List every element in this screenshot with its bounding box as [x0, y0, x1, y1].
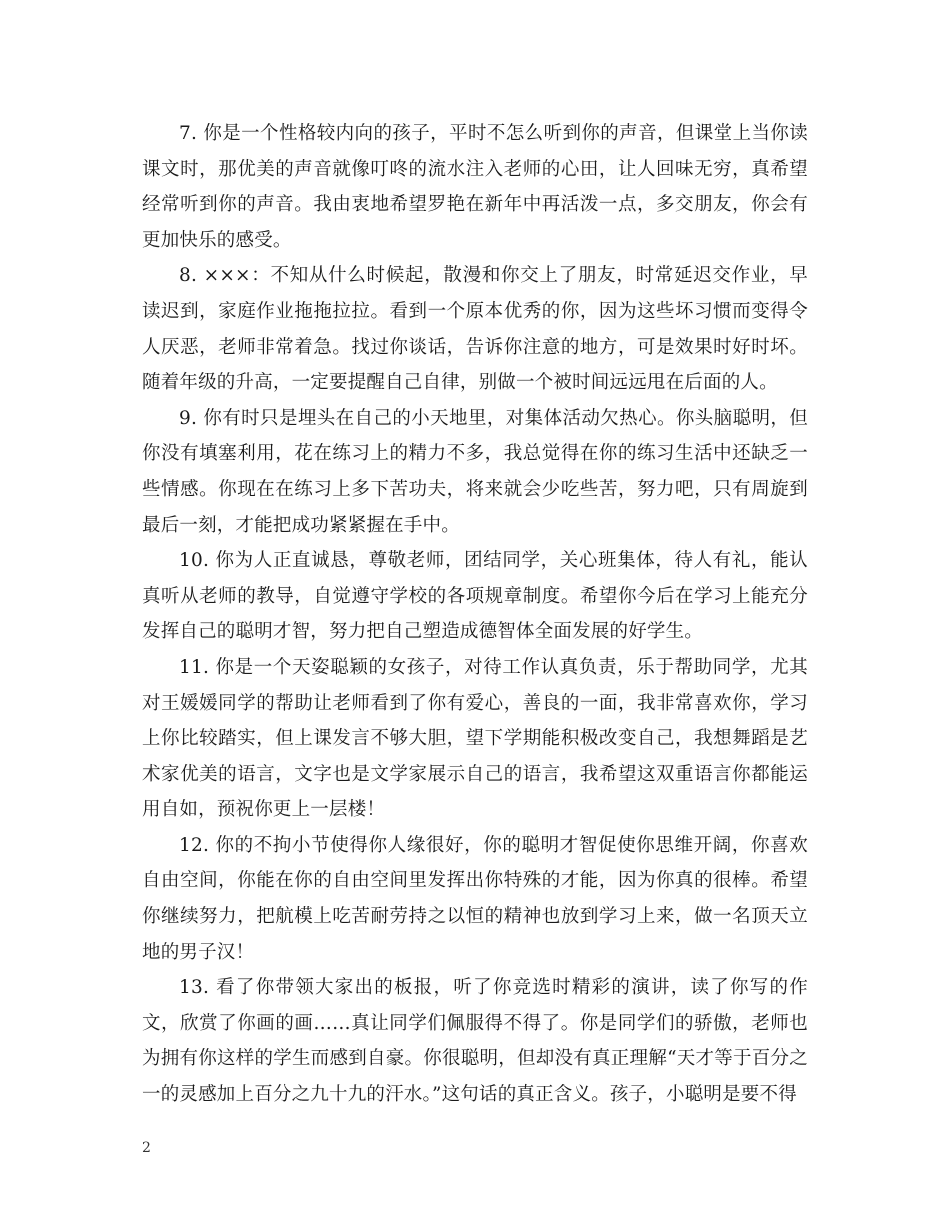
comment-paragraph-8: 8. ×××：不知从什么时候起，散漫和你交上了朋友，时常延迟交作业，早读迟到，家庭作业拖拖拉拉。看到一个原本优秀的你，因为这些坏习惯而变得令人厌恶，老师非常着急。找过你谈话，告诉你注意的地方，可是效果时好时坏。随着年级的升高，一定要提醒自己自律，别做一个被时间远远甩在后面的人。 [142, 265, 808, 394]
page-number: 2 [142, 1140, 151, 1156]
comment-paragraph-10: 10. 你为人正直诚恳，尊敬老师，团结同学，关心班集体，待人有礼，能认真听从老师的教导，自觉遵守学校的各项规章制度。希望你今后在学习上能充分发挥自己的聪明才智，努力把自己塑造成德智体全面发展的好学生。 [142, 550, 808, 643]
comment-paragraph-9: 9. 你有时只是埋头在自己的小天地里，对集体活动欠热心。你头脑聪明，但你没有填塞利用，花在练习上的精力不多，我总觉得在你的练习生活中还缺乏一些情感。你现在在练习上多下苦功夫，将来就会少吃些苦，努力吧，只有周旋到最后一刻，才能把成功紧紧握在手中。 [142, 407, 808, 536]
comment-paragraph-7: 7. 你是一个性格较内向的孩子，平时不怎么听到你的声音，但课堂上当你读课文时，那优美的声音就像叮咚的流水注入老师的心田，让人回味无穷，真希望经常听到你的声音。我由衷地希望罗艳在新年中再活泼一点，多交朋友，你会有更加快乐的感受。 [142, 123, 808, 251]
comment-paragraph-11: 11. 你是一个天姿聪颖的女孩子，对待工作认真负责，乐于帮助同学，尤其对王媛媛同学的帮助让老师看到了你有爱心，善良的一面，我非常喜欢你，学习上你比较踏实，但上课发言不够大胆，望下学期能积极改变自己，我想舞蹈是艺术家优美的语言，文字也是文学家展示自己的语言，我希望这双重语言你都能运用自如，预祝你更上一层楼！ [142, 656, 808, 821]
comment-paragraph-12: 12. 你的不拘小节使得你人缘很好，你的聪明才智促使你思维开阔，你喜欢自由空间，你能在你的自由空间里发挥出你特殊的才能，因为你真的很棒。希望你继续努力，把航模上吃苦耐劳持之以恒的精神也放到学习上来，做一名顶天立地的男子汉！ [142, 834, 808, 963]
comment-paragraph-13: 13. 看了你带领大家出的板报，听了你竞选时精彩的演讲，读了你写的作文，欣赏了你画的画……真让同学们佩服得不得了。你是同学们的骄傲，老师也为拥有你这样的学生而感到自豪。你很聪明，但却没有真正理解“天才等于百分之一的灵感加上百分之九十九的汗水。”这句话的真正含义。孩子，小聪明是要不得 [142, 977, 808, 1106]
page-body [142, 116, 808, 1113]
